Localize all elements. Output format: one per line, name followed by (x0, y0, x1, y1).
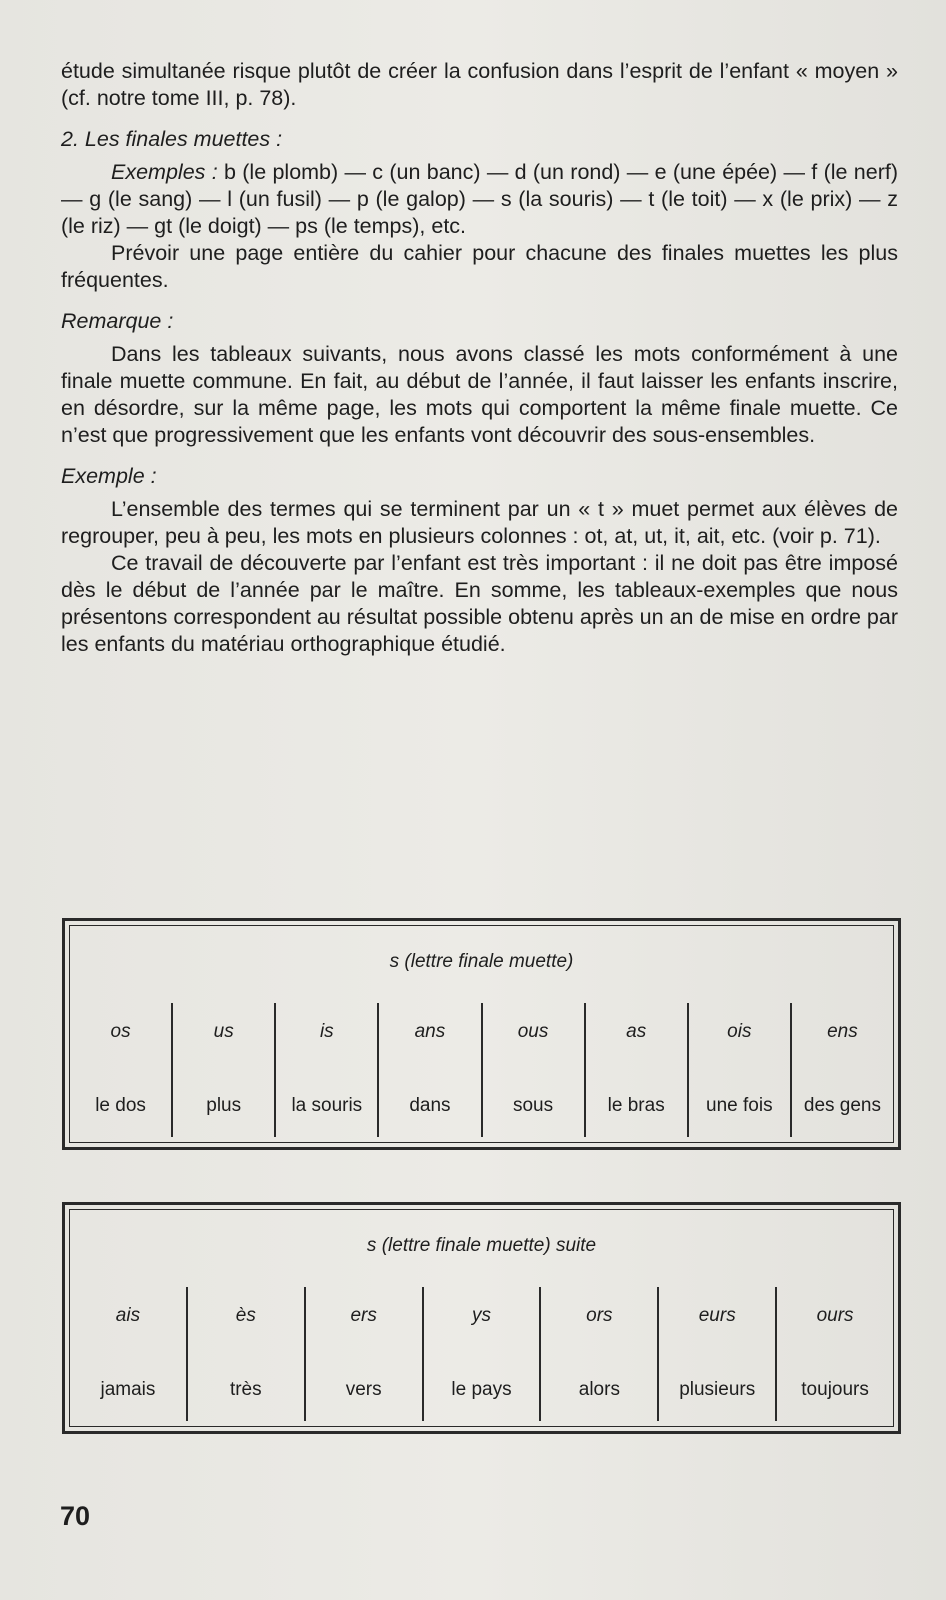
table-column (186, 1287, 304, 1421)
column-suffix: is (319, 1021, 334, 1042)
table-column (790, 1003, 893, 1137)
table-column (657, 1287, 775, 1421)
column-word: plusieurs (679, 1379, 756, 1400)
column-word: le bras (607, 1095, 665, 1116)
column-suffix: ès (235, 1305, 256, 1326)
text-column (61, 58, 898, 658)
column-word: très (229, 1379, 262, 1400)
column-suffix: ois (727, 1021, 752, 1042)
table-title: s (lettre finale muette) suite (366, 1235, 597, 1256)
table-column (481, 1003, 584, 1137)
table-columns (70, 1287, 893, 1421)
table-column (377, 1003, 480, 1137)
table-column (775, 1287, 893, 1421)
column-suffix: as (626, 1021, 647, 1042)
paragraph-travail: Ce travail de découverte par l’enfant est très important : il ne doit pas être imposé dès le début de l’année par le maître. En somme, les tableaux-exemples que nous présentons correspondent au résultat possible obtenu après un an de mise en ordre par les enfants du matériau orthographique étudié. (61, 551, 898, 656)
column-suffix: ais (115, 1305, 141, 1326)
column-suffix: ors (586, 1305, 613, 1326)
paragraph-intro: étude simultanée risque plutôt de créer la confusion dans l’esprit de l’enfant « moyen » (cf. notre tome III, p. 78). (61, 59, 898, 110)
heading-remarque: Remarque : (61, 309, 174, 333)
column-word: sous (512, 1095, 554, 1116)
table-title: s (lettre finale muette) (389, 951, 574, 972)
column-word: vers (345, 1379, 382, 1400)
column-suffix: eurs (698, 1305, 736, 1326)
column-suffix: os (110, 1021, 131, 1042)
column-word: plus (206, 1095, 242, 1116)
column-word: des gens (803, 1095, 881, 1116)
column-word: dans (409, 1095, 451, 1116)
column-word: jamais (100, 1379, 156, 1400)
section-heading-finales-muettes: 2. Les finales muettes : (61, 127, 283, 151)
examples-body: b (le plomb) — c (un banc) — d (un rond) — e (une épée) — f (le nerf) — g (le sang) — l (un fusil) — p (le galop) — s (la souris) — t (le toit) — x (le prix) — z (le riz) — gt (le doigt) — ps (le temps), etc. (61, 160, 898, 238)
column-word: toujours (801, 1379, 869, 1400)
column-suffix: ours (816, 1305, 854, 1326)
paragraph-examples (61, 159, 898, 240)
column-word: le dos (95, 1095, 146, 1116)
column-suffix: ens (827, 1021, 858, 1042)
table-columns (70, 1003, 893, 1137)
table-inner-frame (69, 925, 894, 1143)
table-column (304, 1287, 422, 1421)
paragraph-prevoir: Prévoir une page entière du cahier pour chacune des finales muettes les plus fréquentes. (61, 241, 898, 292)
table-column (539, 1287, 657, 1421)
table-column (70, 1287, 186, 1421)
examples-label: Exemples : (111, 160, 218, 184)
column-word: une fois (706, 1095, 773, 1116)
column-suffix: ous (517, 1021, 549, 1042)
table-column (274, 1003, 377, 1137)
table-column (422, 1287, 540, 1421)
table-column (171, 1003, 274, 1137)
column-suffix: ers (350, 1305, 377, 1326)
column-word: le pays (451, 1379, 512, 1400)
column-suffix: ans (414, 1021, 446, 1042)
table-s-finale (62, 918, 901, 1150)
table-column (584, 1003, 687, 1137)
table-column (70, 1003, 171, 1137)
table-inner-frame (69, 1209, 894, 1427)
column-suffix: us (213, 1021, 234, 1042)
column-word: alors (578, 1379, 620, 1400)
page-number: 70 (60, 1501, 91, 1531)
paragraph-remarque: Dans les tableaux suivants, nous avons classé les mots conformément à une finale muette commune. En fait, au début de l’année, il faut laisser les enfants inscrire, en désordre, sur la même page, les mots qui comportent la même finale muette. Ce n’est que progressivement que les enfants vont découvrir des sous-ensembles. (61, 342, 898, 447)
heading-exemple: Exemple : (61, 464, 157, 488)
column-suffix: ys (472, 1305, 491, 1326)
table-column (687, 1003, 790, 1137)
column-word: la souris (291, 1095, 363, 1116)
paragraph-exemple: L’ensemble des termes qui se terminent par un « t » muet permet aux élèves de regrouper, peu à peu, les mots en plusieurs colonnes : ot, at, ut, it, ait, etc. (voir p. 71). (61, 497, 898, 548)
table-s-finale-suite (62, 1202, 901, 1434)
